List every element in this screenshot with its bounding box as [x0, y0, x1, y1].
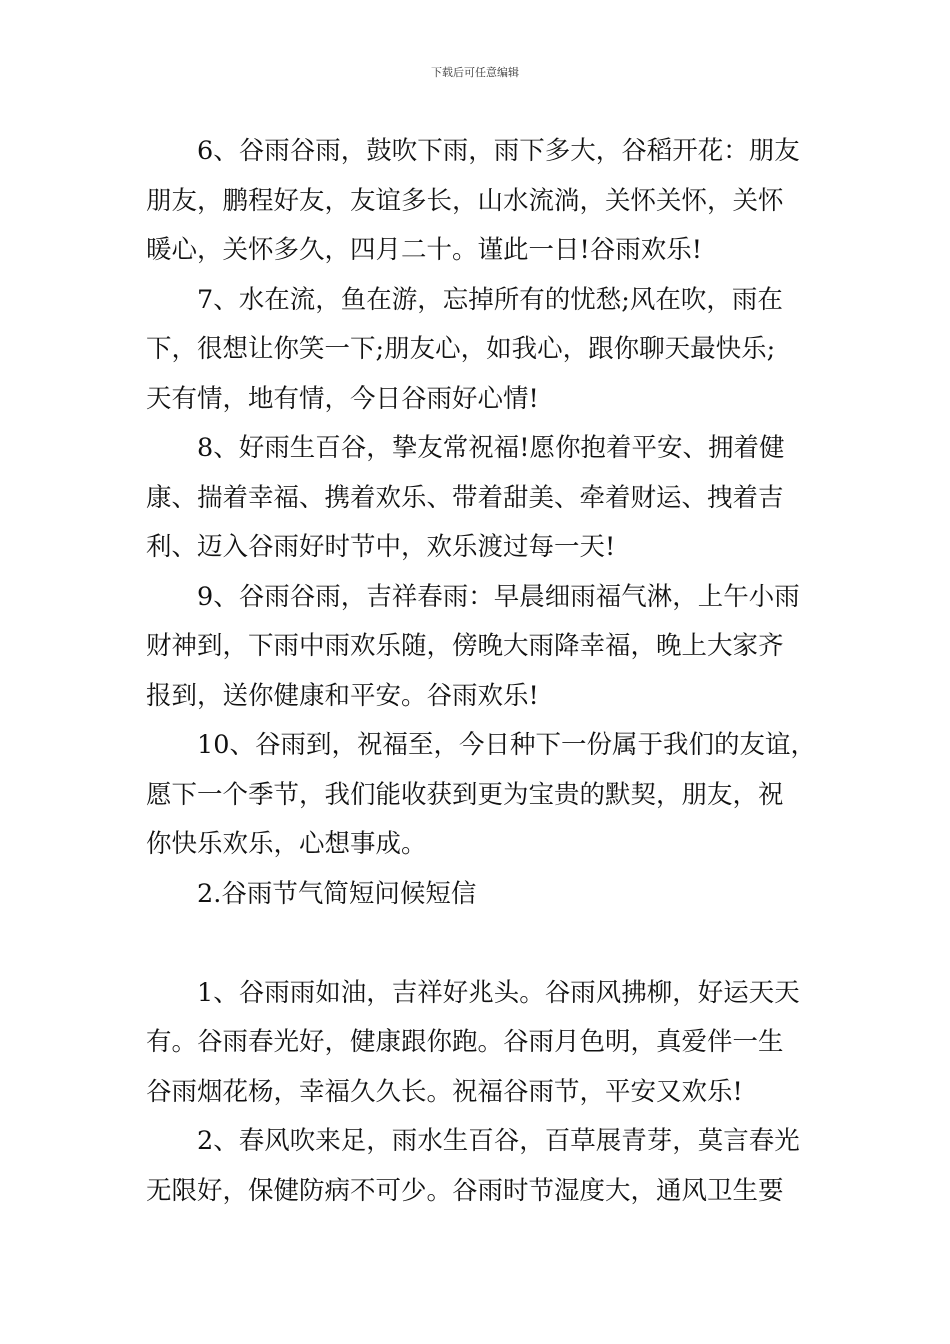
- blank-line: [146, 919, 808, 969]
- paragraph-6: [146, 127, 808, 276]
- text-line: 10、谷雨到，祝福至，今日种下一份属于我们的友谊，: [197, 730, 816, 760]
- text-line: 利、迈入谷雨好时节中，欢乐渡过每一天!: [146, 532, 616, 562]
- text-line: 2、春风吹来足，雨水生百谷，百草展青芽，莫言春光: [197, 1126, 800, 1156]
- text-line: 天有情，地有情，今日谷雨好心情!: [146, 383, 539, 414]
- text-line: 9、谷雨谷雨，吉祥春雨：早晨细雨福气淋，上午小雨: [197, 581, 800, 612]
- paragraph-10: [146, 721, 816, 870]
- text-line: 无限好，保健防病不可少。谷雨时节湿度大，通风卫生要: [146, 1175, 784, 1206]
- text-line: 朋友，鹏程好友，友谊多长，山水流淌，关怀关怀，关怀: [146, 185, 784, 216]
- text-line: 谷雨烟花杨，幸福久久长。祝福谷雨节，平安又欢乐!: [146, 1076, 743, 1107]
- text-line: 1、谷雨雨如油，吉祥好兆头。谷雨风拂柳，好运天天: [197, 977, 800, 1008]
- paragraph-2: [146, 1117, 808, 1216]
- text-line: 8、好雨生百谷，挚友常祝福!愿你抱着平安、拥着健: [197, 433, 785, 463]
- text-line: 有。谷雨春光好，健康跟你跑。谷雨月色明，真爱伴一生: [146, 1027, 784, 1057]
- text-line: 你快乐欢乐，心想事成。: [146, 829, 427, 859]
- paragraph-1: [146, 969, 808, 1118]
- text-line: 6、谷雨谷雨，鼓吹下雨，雨下多大，谷稻开花：朋友: [197, 136, 800, 166]
- text-line: 愿下一个季节，我们能收获到更为宝贵的默契，朋友，祝: [146, 779, 784, 810]
- paragraph-8: [146, 424, 808, 573]
- text-line: 7、水在流，鱼在游，忘掉所有的忧愁;风在吹，雨在: [197, 284, 783, 315]
- text-line: 康、揣着幸福、携着欢乐、带着甜美、牵着财运、拽着吉: [146, 482, 784, 513]
- paragraph-7: [146, 276, 808, 425]
- section-heading: 2.谷雨节气简短问候短信: [197, 878, 477, 909]
- text-line: 下，很想让你笑一下;朋友心，如我心，跟你聊天最快乐;: [146, 334, 776, 364]
- page-header: 下载后可任意编辑: [431, 66, 519, 79]
- text-line: 财神到，下雨中雨欢乐随，傍晚大雨降幸福，晚上大家齐: [146, 631, 784, 661]
- paragraph-9: [146, 573, 808, 722]
- text-line: 暖心，关怀多久，四月二十。谨此一日!谷雨欢乐!: [146, 235, 702, 265]
- document-body: [146, 127, 816, 1216]
- text-line: 报到，送你健康和平安。谷雨欢乐!: [146, 680, 539, 711]
